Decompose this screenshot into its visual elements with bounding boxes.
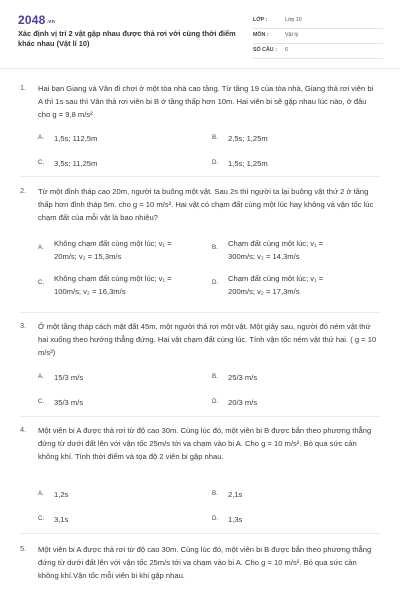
- option-letter: C.: [38, 515, 45, 522]
- question-number: 4.: [20, 425, 27, 434]
- option-text: [228, 237, 323, 263]
- worksheet-title: Xác định vị trí 2 vật gặp nhau được thả rơi với cùng thời điểm khác nhau (Vật lí 10): [18, 29, 236, 48]
- option-line-2: 200m/s; v₂ = 17,3m/s: [228, 287, 300, 296]
- option-letter: A.: [38, 134, 44, 141]
- question-number: 3.: [20, 321, 27, 330]
- option-text: 2,1s: [228, 490, 243, 499]
- option-letter: B.: [212, 244, 218, 251]
- option-text: 3,1s: [54, 515, 69, 524]
- option-letter: D.: [212, 398, 219, 405]
- meta-count-row: [253, 44, 383, 59]
- option-letter: D.: [212, 515, 219, 522]
- option-letter: B.: [212, 490, 218, 497]
- header-divider: [0, 68, 400, 69]
- question-separator: [20, 312, 380, 313]
- meta-count-label: SỐ CÂU :: [253, 47, 277, 54]
- page-header: [0, 0, 400, 62]
- meta-class-row: [253, 14, 383, 29]
- option-text: 25/3 m/s: [228, 373, 258, 382]
- option-text: [228, 272, 323, 298]
- question-number: 2.: [20, 186, 27, 195]
- option-line-1: Chạm đất cùng một lúc; v₁ =: [228, 274, 324, 283]
- option-letter: D.: [212, 159, 219, 166]
- option-text: [54, 272, 172, 298]
- meta-subject-row: [253, 29, 383, 44]
- option-text: 35/3 m/s: [54, 398, 84, 407]
- option-text: 1,3s: [228, 515, 243, 524]
- question-text: Một viên bi A được thả rơi từ độ cao 30m. Cùng lúc đó, một viên bi B được bắn theo phương thẳng đứng từ dưới đất lên với vận tốc 25m/s tới va chạm vào bi A. Cho g = 10 m/s². Bỏ qua sức cản không khí. Tính thời điểm và tọa độ 2 viên bi gặp nhau.: [38, 426, 372, 461]
- logo-suffix: .vn: [46, 19, 56, 25]
- option-line-2: 20m/s; v₂ = 15,3m/s: [54, 252, 122, 261]
- option-letter: B.: [212, 373, 218, 380]
- worksheet-meta: [253, 14, 383, 59]
- option-letter: B.: [212, 134, 218, 141]
- question-separator: [20, 176, 380, 177]
- option-text: [54, 237, 172, 263]
- option-letter: A.: [38, 244, 44, 251]
- question-number: 5.: [20, 544, 27, 553]
- meta-count-value: 6: [285, 47, 288, 54]
- option-line-1: Chạm đất cùng một lúc; v₁ =: [228, 239, 324, 248]
- meta-class-label: LỚP :: [253, 17, 268, 24]
- option-text: 1,2s: [54, 490, 69, 499]
- question-text: Một viên bi A được thả rơi từ độ cao 30m. Cùng lúc đó, một viên bi B được bắn theo phương thẳng đứng từ dưới đất lên với vận tốc 25m/s tới va chạm vào bi A. Cho g = 10 m/s². Bỏ qua sức cản không khí.Vận tốc mỗi viên bi khi gặp nhau.: [38, 545, 372, 580]
- option-letter: A.: [38, 373, 44, 380]
- meta-subject-label: MÔN :: [253, 32, 269, 39]
- site-logo[interactable]: [18, 12, 55, 28]
- option-text: 1,5s; 112,5m: [54, 134, 98, 143]
- question-text: Hai bạn Giang và Vân đi chơi ở một tòa nhà cao tầng. Từ tầng 19 của tòa nhà, Giang thả rơi viên bi A thì 1s sau thì Vân thả rơi viên bi B ở tầng thấp hơn 10m. Hai viên bi sẽ gặp nhau lúc nào, ở đâu cho g = 9,8 m/s²: [38, 84, 374, 119]
- meta-subject-value: Vật lý: [285, 32, 299, 39]
- option-letter: D.: [212, 279, 219, 286]
- option-line-2: 100m/s; v₂ = 16,3m/s: [54, 287, 126, 296]
- option-line-2: 300m/s; v₂ = 14,3m/s: [228, 252, 300, 261]
- logo-main: 2048: [18, 13, 46, 27]
- option-letter: C.: [38, 159, 45, 166]
- question-separator: [20, 416, 380, 417]
- option-text: 1,5s; 1,25m: [228, 159, 268, 168]
- option-text: 3,5s; 11,25m: [54, 159, 98, 168]
- option-line-1: Không chạm đất cùng một lúc; v₁ =: [54, 274, 172, 283]
- option-letter: A.: [38, 490, 44, 497]
- option-letter: C.: [38, 398, 45, 405]
- meta-class-value: Lớp 10: [285, 17, 302, 24]
- option-text: 15/3 m/s: [54, 373, 84, 382]
- question-separator: [20, 533, 380, 534]
- option-line-1: Không chạm đất cùng một lúc; v₁ =: [54, 239, 172, 248]
- option-text: 2,5s; 1,25m: [228, 134, 268, 143]
- option-letter: C.: [38, 279, 45, 286]
- question-text: Ở một tầng tháp cách mặt đất 45m, một người thả rơi một vật. Một giây sau, người đó ném vật thứ hai xuống theo hướng thẳng đứng. Hai vật chạm đất cùng lúc. Tính vận tốc ném vật thứ hai. ( g = 10 m/s²): [38, 322, 377, 357]
- question-text: Từ một đỉnh tháp cao 20m, người ta buông một vật. Sau 2s thì người ta lại buông vật thứ 2 ở tầng thấp hơn đỉnh tháp 5m. cho g = 10 m/s². Hai vật có chạm đất cùng một lúc hay không và vận tốc lúc chạm đất của mỗi vật là bao nhiêu?: [38, 187, 374, 222]
- question-number: 1.: [20, 83, 27, 92]
- option-text: 20/3 m/s: [228, 398, 258, 407]
